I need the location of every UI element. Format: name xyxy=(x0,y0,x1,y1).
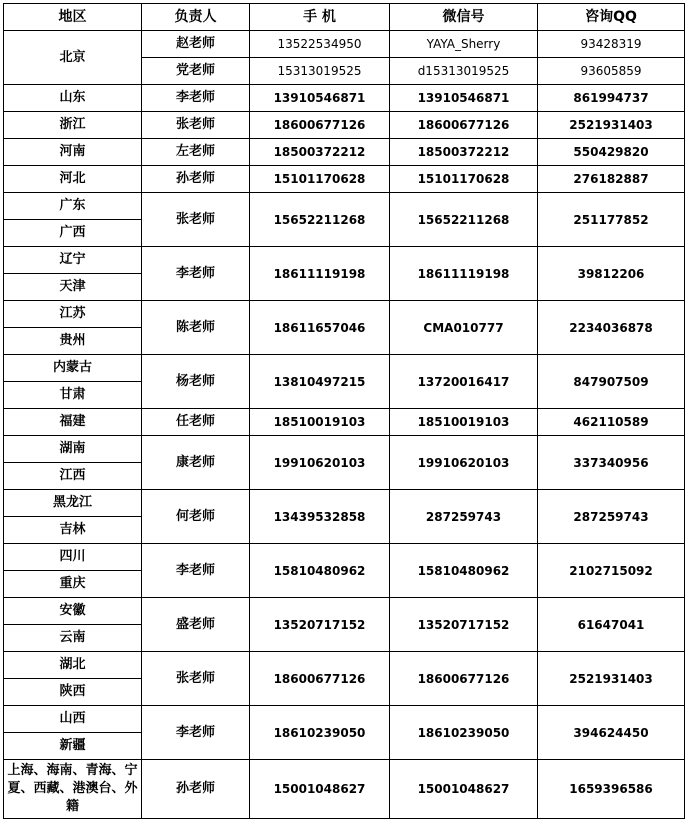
wechat-cell: 15652211268 xyxy=(390,193,538,247)
person-cell: 杨老师 xyxy=(142,355,250,409)
wechat-cell: 13910546871 xyxy=(390,85,538,112)
table-row xyxy=(4,544,685,571)
qq-cell: 550429820 xyxy=(538,139,685,166)
header-qq: 咨询QQ xyxy=(538,4,685,31)
region-cell: 四川 xyxy=(4,544,142,571)
person-cell: 陈老师 xyxy=(142,301,250,355)
phone-cell: 13810497215 xyxy=(250,355,390,409)
table-body xyxy=(4,31,685,819)
phone-cell: 15001048627 xyxy=(250,760,390,819)
wechat-cell: 18600677126 xyxy=(390,652,538,706)
table-row xyxy=(4,193,685,220)
wechat-cell: 18610239050 xyxy=(390,706,538,760)
header-row xyxy=(4,4,685,31)
qq-cell: 847907509 xyxy=(538,355,685,409)
phone-cell: 15313019525 xyxy=(250,58,390,85)
qq-cell: 2521931403 xyxy=(538,112,685,139)
region-cell: 内蒙古 xyxy=(4,355,142,382)
phone-cell: 15101170628 xyxy=(250,166,390,193)
qq-cell: 251177852 xyxy=(538,193,685,247)
wechat-cell: CMA010777 xyxy=(390,301,538,355)
contact-table xyxy=(3,3,685,819)
phone-cell: 13522534950 xyxy=(250,31,390,58)
qq-cell: 276182887 xyxy=(538,166,685,193)
table-row xyxy=(4,706,685,733)
table-row xyxy=(4,760,685,819)
region-cell: 湖南 xyxy=(4,436,142,463)
wechat-cell: 18600677126 xyxy=(390,112,538,139)
qq-cell: 2234036878 xyxy=(538,301,685,355)
person-cell: 孙老师 xyxy=(142,166,250,193)
phone-cell: 13439532858 xyxy=(250,490,390,544)
person-cell: 李老师 xyxy=(142,247,250,301)
phone-cell: 18600677126 xyxy=(250,112,390,139)
phone-cell: 13910546871 xyxy=(250,85,390,112)
table-row xyxy=(4,490,685,517)
region-cell: 山西 xyxy=(4,706,142,733)
phone-cell: 13520717152 xyxy=(250,598,390,652)
qq-cell: 61647041 xyxy=(538,598,685,652)
wechat-cell: 18510019103 xyxy=(390,409,538,436)
header-wechat: 微信号 xyxy=(390,4,538,31)
header-region: 地区 xyxy=(4,4,142,31)
wechat-cell: 287259743 xyxy=(390,490,538,544)
region-cell: 河南 xyxy=(4,139,142,166)
region-cell: 天津 xyxy=(4,274,142,301)
qq-cell: 861994737 xyxy=(538,85,685,112)
region-cell: 陕西 xyxy=(4,679,142,706)
table-row xyxy=(4,31,685,58)
qq-cell: 1659396586 xyxy=(538,760,685,819)
person-cell: 张老师 xyxy=(142,112,250,139)
phone-cell: 15810480962 xyxy=(250,544,390,598)
person-cell: 任老师 xyxy=(142,409,250,436)
header-person: 负责人 xyxy=(142,4,250,31)
person-cell: 张老师 xyxy=(142,193,250,247)
region-cell: 河北 xyxy=(4,166,142,193)
phone-cell: 19910620103 xyxy=(250,436,390,490)
region-cell: 浙江 xyxy=(4,112,142,139)
qq-cell: 39812206 xyxy=(538,247,685,301)
person-cell: 赵老师 xyxy=(142,31,250,58)
table-row xyxy=(4,85,685,112)
region-cell: 山东 xyxy=(4,85,142,112)
wechat-cell: 18500372212 xyxy=(390,139,538,166)
region-cell: 新疆 xyxy=(4,733,142,760)
table-row xyxy=(4,355,685,382)
phone-cell: 18510019103 xyxy=(250,409,390,436)
region-cell: 江苏 xyxy=(4,301,142,328)
region-cell: 重庆 xyxy=(4,571,142,598)
phone-cell: 18611119198 xyxy=(250,247,390,301)
table-row xyxy=(4,409,685,436)
table-row xyxy=(4,139,685,166)
phone-cell: 18600677126 xyxy=(250,652,390,706)
region-cell: 福建 xyxy=(4,409,142,436)
person-cell: 李老师 xyxy=(142,85,250,112)
region-cell: 安徽 xyxy=(4,598,142,625)
table-row xyxy=(4,652,685,679)
region-cell: 湖北 xyxy=(4,652,142,679)
table-row xyxy=(4,598,685,625)
region-cell: 广西 xyxy=(4,220,142,247)
wechat-cell: 15101170628 xyxy=(390,166,538,193)
region-cell: 北京 xyxy=(4,31,142,85)
person-cell: 张老师 xyxy=(142,652,250,706)
table-row xyxy=(4,112,685,139)
qq-cell: 337340956 xyxy=(538,436,685,490)
region-cell: 广东 xyxy=(4,193,142,220)
phone-cell: 18611657046 xyxy=(250,301,390,355)
qq-cell: 462110589 xyxy=(538,409,685,436)
table-row xyxy=(4,166,685,193)
header-phone: 手 机 xyxy=(250,4,390,31)
table-row xyxy=(4,301,685,328)
qq-cell: 394624450 xyxy=(538,706,685,760)
qq-cell: 2521931403 xyxy=(538,652,685,706)
table-row xyxy=(4,436,685,463)
wechat-cell: 15001048627 xyxy=(390,760,538,819)
region-cell: 贵州 xyxy=(4,328,142,355)
person-cell: 李老师 xyxy=(142,544,250,598)
wechat-cell: 13720016417 xyxy=(390,355,538,409)
qq-cell: 2102715092 xyxy=(538,544,685,598)
region-cell: 云南 xyxy=(4,625,142,652)
person-cell: 左老师 xyxy=(142,139,250,166)
wechat-cell: YAYA_Sherry xyxy=(390,31,538,58)
wechat-cell: 15810480962 xyxy=(390,544,538,598)
wechat-cell: 18611119198 xyxy=(390,247,538,301)
qq-cell: 93605859 xyxy=(538,58,685,85)
qq-cell: 93428319 xyxy=(538,31,685,58)
phone-cell: 15652211268 xyxy=(250,193,390,247)
wechat-cell: 19910620103 xyxy=(390,436,538,490)
region-cell: 上海、海南、青海、宁夏、西藏、港澳台、外籍 xyxy=(4,760,142,819)
person-cell: 何老师 xyxy=(142,490,250,544)
region-cell: 黑龙江 xyxy=(4,490,142,517)
qq-cell: 287259743 xyxy=(538,490,685,544)
person-cell: 孙老师 xyxy=(142,760,250,819)
region-cell: 辽宁 xyxy=(4,247,142,274)
person-cell: 康老师 xyxy=(142,436,250,490)
region-cell: 甘肃 xyxy=(4,382,142,409)
person-cell: 盛老师 xyxy=(142,598,250,652)
table-row xyxy=(4,247,685,274)
person-cell: 李老师 xyxy=(142,706,250,760)
person-cell: 党老师 xyxy=(142,58,250,85)
wechat-cell: 13520717152 xyxy=(390,598,538,652)
phone-cell: 18500372212 xyxy=(250,139,390,166)
phone-cell: 18610239050 xyxy=(250,706,390,760)
wechat-cell: d15313019525 xyxy=(390,58,538,85)
region-cell: 江西 xyxy=(4,463,142,490)
region-cell: 吉林 xyxy=(4,517,142,544)
